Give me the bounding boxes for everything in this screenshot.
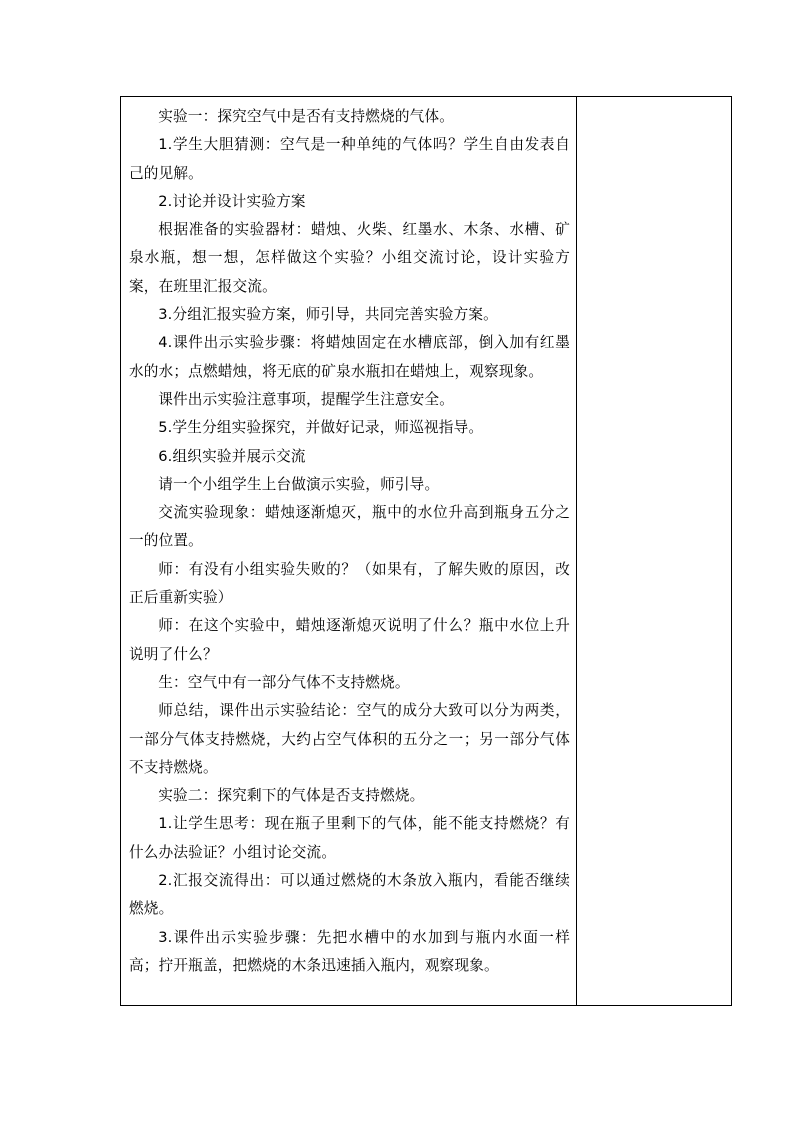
paragraph: 2.讨论并设计实验方案 <box>158 192 306 210</box>
paragraph: 交流实验现象：蜡烛逐渐熄灭，瓶中的水位升高到瓶身五分之一的位置。 <box>129 504 570 550</box>
teaching-process-cell <box>121 97 577 1005</box>
paragraph: 师总结，课件出示实验结论：空气的成分大致可以分为两类，一部分气体支持燃烧，大约占空气体积的五分之一；另一部分气体不支持燃烧。 <box>129 702 570 776</box>
paragraph: 6.组织实验并展示交流 <box>158 447 306 465</box>
notes-cell <box>577 97 731 1005</box>
paragraph: 实验二：探究剩下的气体是否支持燃烧。 <box>158 787 425 805</box>
paragraph: 实验一：探究空气中是否有支持燃烧的气体。 <box>158 108 455 125</box>
lesson-table <box>120 96 732 1006</box>
paragraph: 1.让学生思考：现在瓶子里剩下的气体，能不能支持燃烧？有什么办法验证？小组讨论交流。 <box>129 815 570 861</box>
paragraph: 请一个小组学生上台做演示实验，师引导。 <box>158 475 440 493</box>
paragraph: 4.课件出示实验步骤：将蜡烛固定在水槽底部，倒入加有红墨水的水；点燃蜡烛，将无底的矿泉水瓶扣在蜡烛上，观察现象。 <box>129 334 570 380</box>
paragraph: 根据准备的实验器材：蜡烛、火柴、红墨水、木条、水槽、矿泉水瓶，想一想，怎样做这个实验？小组交流讨论，设计实验方案，在班里汇报交流。 <box>129 221 570 295</box>
paragraph: 3.课件出示实验步骤：先把水槽中的水加到与瓶内水面一样高；拧开瓶盖，把燃烧的木条迅速插入瓶内，观察现象。 <box>129 928 570 974</box>
paragraph: 课件出示实验注意事项，提醒学生注意安全。 <box>158 390 455 408</box>
paragraph: 3.分组汇报实验方案，师引导，共同完善实验方案。 <box>158 306 498 324</box>
paragraph: 师：在这个实验中，蜡烛逐渐熄灭说明了什么？瓶中水位上升说明了什么？ <box>129 617 570 663</box>
paragraph: 生：空气中有一部分气体不支持燃烧。 <box>158 673 410 691</box>
paragraph: 1.学生大胆猜测：空气是一种单纯的气体吗？学生自由发表自己的见解。 <box>129 136 570 182</box>
paragraph: 2.汇报交流得出：可以通过燃烧的木条放入瓶内，看能否继续燃烧。 <box>129 872 570 918</box>
paragraph: 师：有没有小组实验失败的？（如果有，了解失败的原因，改正后重新实验） <box>129 560 570 607</box>
paragraph: 5.学生分组实验探究，并做好记录，师巡视指导。 <box>158 419 484 437</box>
